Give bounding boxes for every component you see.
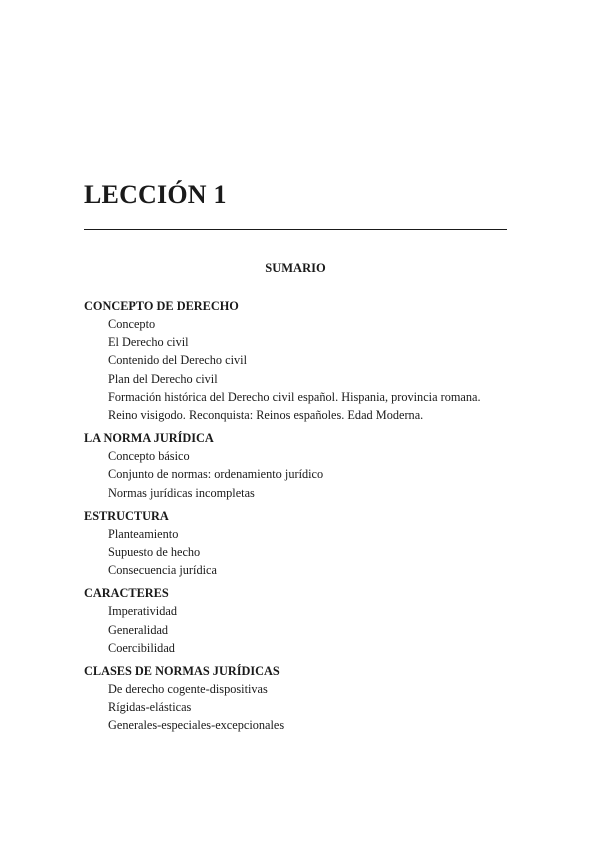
list-item: El Derecho civil <box>108 335 189 350</box>
section-items <box>84 315 524 424</box>
section-title: CLASES DE NORMAS JURÍDICAS <box>84 664 280 679</box>
lesson-title: LECCIÓN 1 <box>84 180 227 209</box>
list-item: Imperatividad <box>108 604 177 619</box>
list-item: Generales-especiales-excepcionales <box>108 718 285 733</box>
list-item: Contenido del Derecho civil <box>108 353 247 368</box>
section-title: CARACTERES <box>84 586 169 601</box>
title-divider <box>84 229 507 230</box>
list-item: Consecuencia jurídica <box>108 563 217 578</box>
list-item: Conjunto de normas: ordenamiento jurídico <box>108 467 324 482</box>
list-item: Rígidas-elásticas <box>108 700 192 715</box>
list-item: Concepto <box>108 317 156 331</box>
list-item: Supuesto de hecho <box>108 545 201 560</box>
section-items <box>84 447 524 502</box>
section-items <box>84 525 524 580</box>
list-item: Concepto básico <box>108 449 190 464</box>
list-item: Planteamiento <box>108 526 179 541</box>
section-clases-de-normas-juridicas <box>84 662 524 735</box>
section-items <box>84 680 524 735</box>
section-items <box>84 602 524 657</box>
section-title: ESTRUCTURA <box>84 508 169 523</box>
section-title: LA NORMA JURÍDICA <box>84 431 214 446</box>
list-item: Coercibilidad <box>108 640 175 655</box>
section-title: CONCEPTO DE DERECHO <box>84 299 239 313</box>
list-item: Plan del Derecho civil <box>108 371 218 386</box>
section-la-norma-juridica <box>84 429 524 502</box>
summary-contents <box>84 297 524 740</box>
list-item: Normas jurídicas incompletas <box>108 485 255 500</box>
list-item: Reino visigodo. Reconquista: Reinos españoles. Edad Moderna. <box>108 408 424 423</box>
list-item: Generalidad <box>108 622 169 637</box>
section-estructura <box>84 507 524 580</box>
section-concepto-de-derecho <box>84 297 524 424</box>
list-item: Formación histórica del Derecho civil español. Hispania, provincia romana. <box>108 389 481 404</box>
list-item: De derecho cogente-dispositivas <box>108 682 268 697</box>
section-caracteres <box>84 584 524 657</box>
summary-heading: SUMARIO <box>265 261 326 275</box>
